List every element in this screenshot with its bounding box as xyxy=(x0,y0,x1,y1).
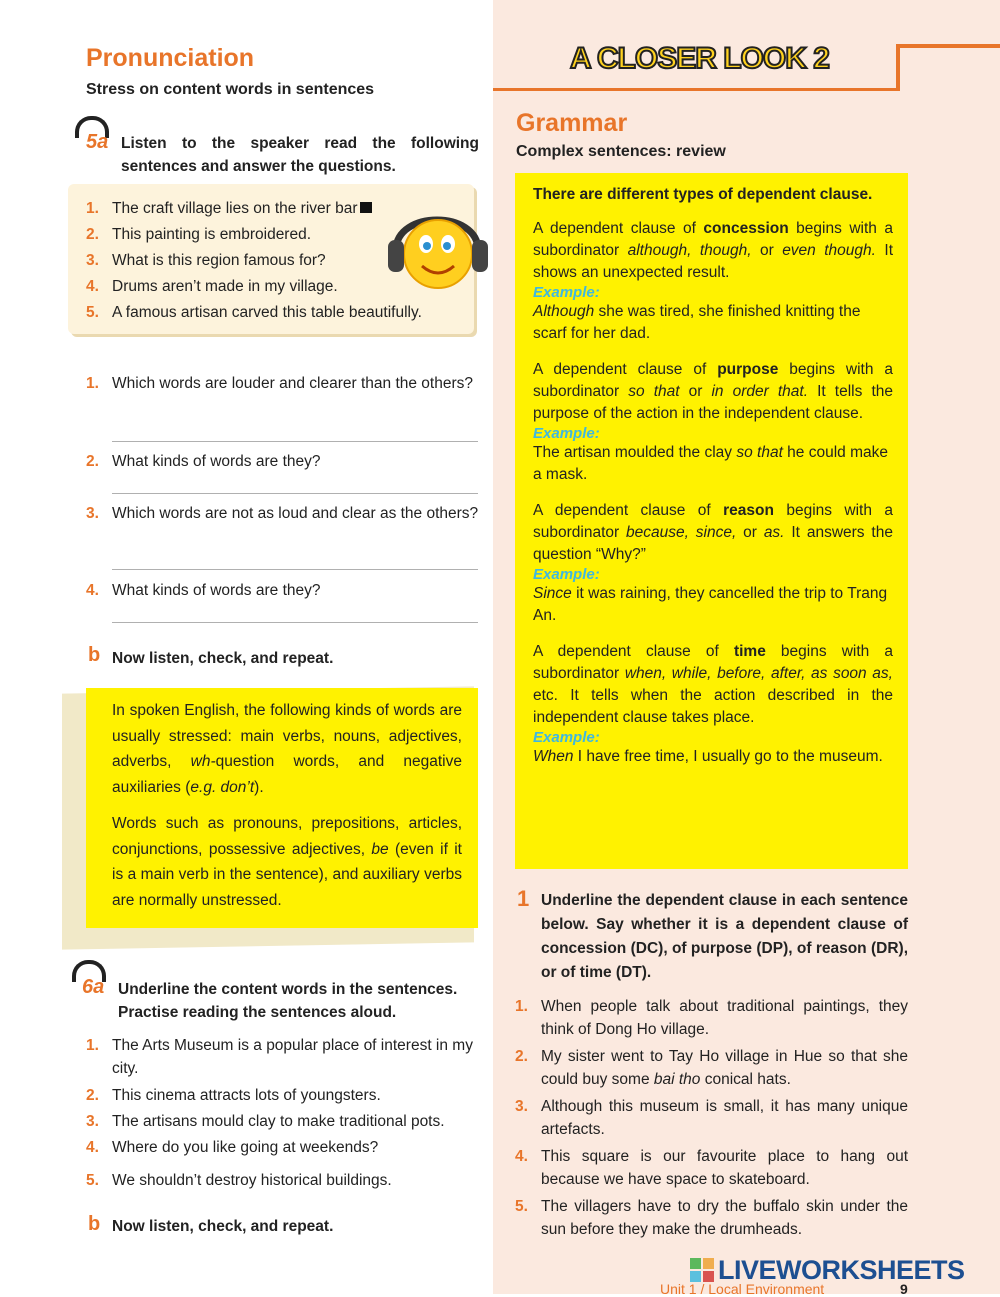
grammar-box-content xyxy=(533,186,893,768)
exercise-5b-badge: b xyxy=(88,644,101,666)
list-item: 2. This cinema attracts lots of youngsters. xyxy=(86,1087,381,1104)
question-3: 3. Which words are not as loud and clear as the others? xyxy=(86,505,479,522)
list-item: 3. What is this region famous for? xyxy=(86,252,326,269)
exercise-6b-badge: b xyxy=(88,1213,101,1235)
concession-example: Although she was tired, she finished knitting the scarf for her dad. xyxy=(533,303,861,342)
exercise-6b-instruction: Now listen, check, and repeat. xyxy=(112,1218,334,1235)
example-label: Example: xyxy=(533,729,600,746)
grammar-subtitle: Complex sentences: review xyxy=(516,143,726,160)
list-item: 2. This painting is embroidered. xyxy=(86,226,312,243)
list-item: 1. The craft village lies on the river bar xyxy=(86,196,466,222)
answer-line-2[interactable] xyxy=(112,493,478,494)
footer-unit: Unit 1 / Local Environment xyxy=(660,1281,825,1297)
reason-rule: A dependent clause of reason begins with a subordinator because, since, or as. It answers the question “Why?” xyxy=(533,502,893,563)
logo-grid-icon xyxy=(690,1258,714,1282)
list-item: 4. Drums aren’t made in my village. xyxy=(86,278,338,295)
question-4: 4. What kinds of words are they? xyxy=(86,582,321,599)
list-item: 4. This square is our favourite place to hang out because we have space to skateboard. xyxy=(515,1148,908,1188)
list-item: 1. The Arts Museum is a popular place of interest in my city. xyxy=(86,1037,473,1077)
list-item: 3. Although this museum is small, it has many unique artefacts. xyxy=(515,1098,908,1138)
pronunciation-title: Pronunciation xyxy=(86,44,255,72)
answer-line-3[interactable] xyxy=(112,569,478,570)
exercise-5b-instruction: Now listen, check, and repeat. xyxy=(112,650,334,667)
exercise-5a-badge: 5a xyxy=(86,131,109,153)
title-frame-corner xyxy=(896,44,1000,48)
page-number: 9 xyxy=(900,1281,908,1297)
list-item: 5. The villagers have to dry the buffalo skin under the sun before they make the drumheads. xyxy=(515,1198,908,1238)
time-rule: A dependent clause of time begins with a subordinator when, while, before, after, as soon as, etc. It tells when the action described in the independent clause takes place. xyxy=(533,643,894,726)
example-label: Example: xyxy=(533,425,600,442)
exercise-6a-sentence-list xyxy=(86,1034,481,1192)
note-paragraph-1: In spoken English, the following kinds of words are usually stressed: main verbs, nouns, adjectives, adverbs, wh-question words, and negative auxiliaries (e.g. don’t). xyxy=(112,702,462,796)
page-title: A CLOSER LOOK 2 xyxy=(570,42,829,75)
concession-rule: A dependent clause of concession begins with a subordinator although, though, or even though. It shows an unexpected result. xyxy=(533,220,893,281)
answer-line-4[interactable] xyxy=(112,622,478,623)
question-2: 2. What kinds of words are they? xyxy=(86,453,321,470)
smiley-headphones-icon xyxy=(382,192,492,302)
exercise-1-instruction: Underline the dependent clause in each sentence below. Say whether it is a dependent clause of concession (DC), of purpose (DP), of reason (DR), or of time (DT). xyxy=(541,892,908,981)
list-item: 4. Where do you like going at weekends? xyxy=(86,1139,379,1156)
exercise-6a-instruction: Underline the content words in the sentences. Practise reading the sentences aloud. xyxy=(118,981,458,1021)
list-item: 2. My sister went to Tay Ho village in Hue so that she could buy some bai tho conical hats. xyxy=(515,1048,908,1088)
example-label: Example: xyxy=(533,284,600,301)
list-item: 3. The artisans mould clay to make traditional pots. xyxy=(86,1113,445,1130)
exercise-1-sentence-list xyxy=(515,995,908,1241)
note-paragraph-2: Words such as pronouns, prepositions, articles, conjunctions, possessive adjectives, be (even if it is a main verb in the sentence), and auxiliary verbs are normally unstressed. xyxy=(112,815,462,909)
example-label: Example: xyxy=(533,566,600,583)
exercise-1-badge: 1 xyxy=(517,886,530,911)
pronunciation-subtitle: Stress on content words in sentences xyxy=(86,81,375,98)
purpose-example: The artisan moulded the clay so that he could make a mask. xyxy=(533,444,888,483)
grammar-title: Grammar xyxy=(516,109,628,137)
question-1: 1. Which words are louder and clearer than the others? xyxy=(86,375,474,392)
purpose-rule: A dependent clause of purpose begins with a subordinator so that or in order that. It tells the purpose of the action in the independent clause. xyxy=(533,361,893,422)
title-frame-vertical xyxy=(896,44,900,91)
exercise-5a-instruction: Listen to the speaker read the following sentences and answer the questions. xyxy=(121,135,479,175)
exercise-6a-badge: 6a xyxy=(82,976,105,998)
grammar-box-heading: There are different types of dependent clause. xyxy=(533,186,873,203)
title-frame-line xyxy=(493,88,898,91)
answer-line-1[interactable] xyxy=(112,441,478,442)
list-item: 5. A famous artisan carved this table beautifully. xyxy=(86,304,422,321)
list-item: 1. When people talk about traditional paintings, they think of Dong Ho village. xyxy=(515,998,908,1038)
list-item: 5. We shouldn’t destroy historical buildings. xyxy=(86,1172,392,1189)
time-example: When I have free time, I usually go to the museum. xyxy=(533,748,883,765)
liveworksheets-logo: LIVEWORKSHEETS xyxy=(690,1255,995,1285)
reason-example: Since it was raining, they cancelled the trip to Trang An. xyxy=(533,585,888,624)
